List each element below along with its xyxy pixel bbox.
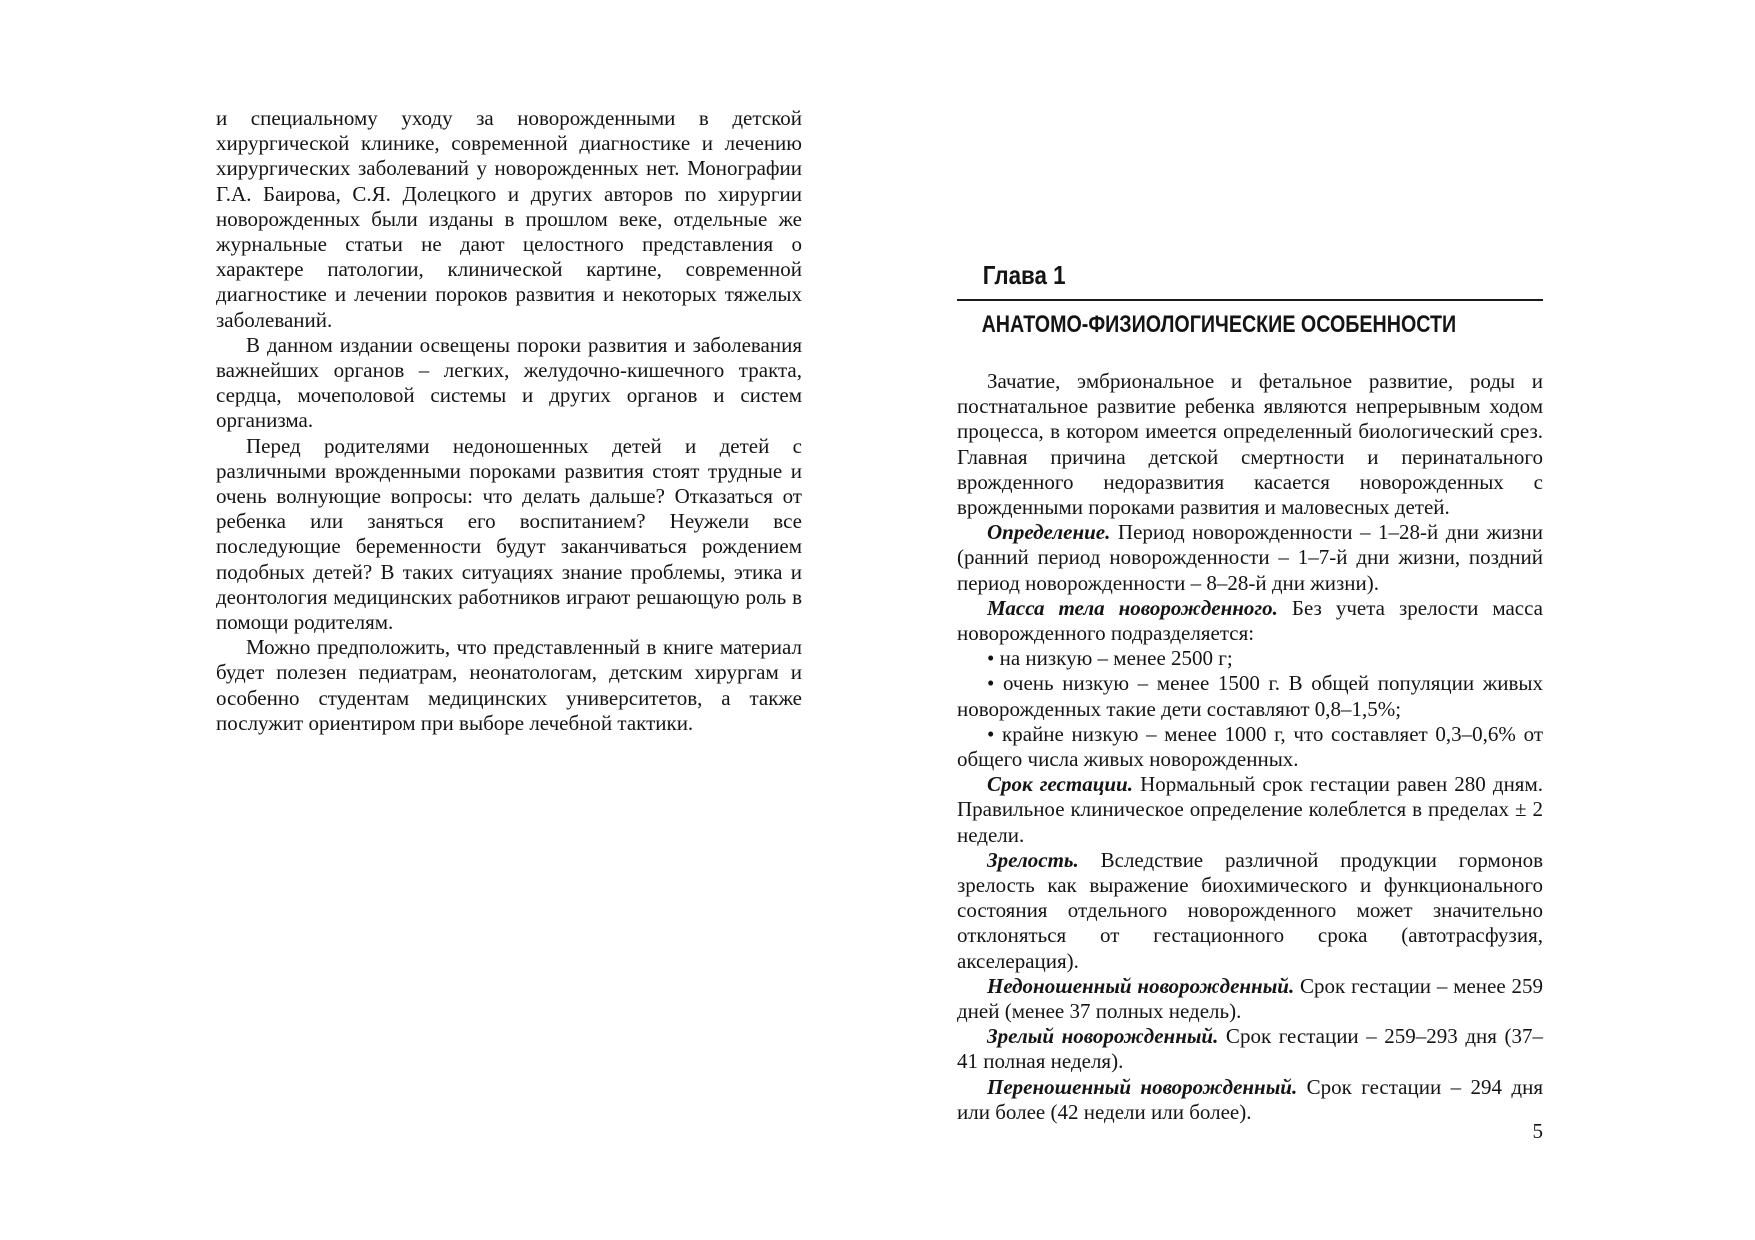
body-mass-term: Масса тела новорожденного. [987, 595, 1278, 620]
premature-text: Срок гестации – менее 259 дней (менее 37 полных недель). [957, 973, 1544, 1024]
gestation-term-text: Нормальный срок гестации равен 280 дням. Правильное клиническое определение колеблется в пределах ± 2 недели. [957, 772, 1544, 847]
definition-paragraph [957, 520, 1543, 596]
chapter-label: Глава 1 [982, 260, 1066, 290]
body-mass-paragraph [957, 596, 1543, 646]
maturity-paragraph [957, 848, 1543, 974]
chapter-body [957, 369, 1543, 1125]
body-mass-bullet-low: • на низкую – менее 2500 г; [987, 646, 1233, 671]
maturity-text: Вследствие различной продукции гормонов зрелость как выражение биохимического и функционального состояния отдельного новорожденного может значительно отклоняться от гестационного срока (автотрасфузия, акселерация). [957, 847, 1543, 973]
chapter-divider [957, 299, 1543, 301]
maturity-term: Зрелость. [987, 847, 1079, 872]
chapter-title: АНАТОМО-ФИЗИОЛОГИЧЕСКИЕ ОСОБЕННОСТИ [981, 311, 1457, 338]
definition-term: Определение. [987, 520, 1111, 545]
intro-paragraph: Зачатие, эмбриональное и фетальное развитие, роды и постнатальное развитие ребенка являются непрерывным ходом процесса, в котором имеется определенный биологический срез. Главная причина детской смертности и перинатального врожденного недоразвития касается новорожденных с врожденными пороками развития и маловесных детей. [957, 369, 1543, 520]
body-mass-text: Без учета зрелости масса новорожденного подразделяется: [957, 595, 1544, 646]
postmature-text: Срок гестации – 294 дня или более (42 недели или более). [957, 1074, 1543, 1124]
mature-term: Зрелый новорожденный. [987, 1024, 1219, 1049]
left-page [216, 106, 802, 736]
mature-paragraph [957, 1024, 1543, 1074]
premature-term: Недоношенный новорожденный. [987, 973, 1295, 998]
postmature-term: Переношенный новорожденный. [987, 1074, 1298, 1099]
body-mass-bullet-extremely-low: • крайне низкую – менее 1000 г, что составляет 0,3–0,6% от общего числа живых новорожденных. [957, 721, 1543, 772]
left-paragraph-2: В данном издании освещены пороки развития и заболевания важнейших органов – легких, желудочно-кишечного тракта, сердца, мочеполовой системы и других органов и систем организма. [216, 332, 802, 433]
right-page [957, 259, 1543, 1125]
mature-text: Срок гестации – 259–293 дня (37–41 полная неделя). [957, 1024, 1543, 1074]
left-paragraph-3: Перед родителями недоношенных детей и детей с различными врожденными пороками развития стоят трудные и очень волнующие вопросы: что делать дальше? Отказаться от ребенка или заняться его воспитанием? Неужели все последующие беременности будут заканчиваться рождением подобных детей? В таких ситуациях знание проблемы, этика и деонтология медицинских работников играют решающую роль в помощи родителям. [216, 433, 802, 635]
gestation-term-term: Срок гестации. [987, 772, 1133, 797]
left-paragraph-1: и специальному уходу за новорожденными в детской хирургической клинике, современной диагностике и лечению хирургических заболеваний у новорожденных нет. Монографии Г.А. Баирова, С.Я. Долецкого и других авторов по хирургии новорожденных были изданы в прошлом веке, отдельные же журнальные статьи не дают целостного представления о характере патологии, клинической картине, современной диагностике и лечении пороков развития и некоторых тяжелых заболеваний. [216, 106, 802, 332]
left-paragraph-4: Можно предположить, что представленный в книге материал будет полезен педиатрам, неонатологам, детским хирургам и особенно студентам медицинских университетов, а также послужит ориентиром при выборе лечебной тактики. [216, 635, 802, 735]
postmature-paragraph [957, 1075, 1543, 1125]
gestation-term-paragraph [957, 772, 1543, 848]
page-number: 5 [1532, 1119, 1543, 1143]
premature-paragraph [957, 974, 1543, 1024]
definition-text: Период новорожденности – 1–28-й дни жизни (ранний период новорожденности – 1–7-й дни жизни, поздний период новорожденности – 8–28-й дни жизни). [957, 520, 1543, 595]
body-mass-bullet-very-low: • очень низкую – менее 1500 г. В общей популяции живых новорожденных такие дети составляют 0,8–1,5%; [957, 671, 1543, 721]
